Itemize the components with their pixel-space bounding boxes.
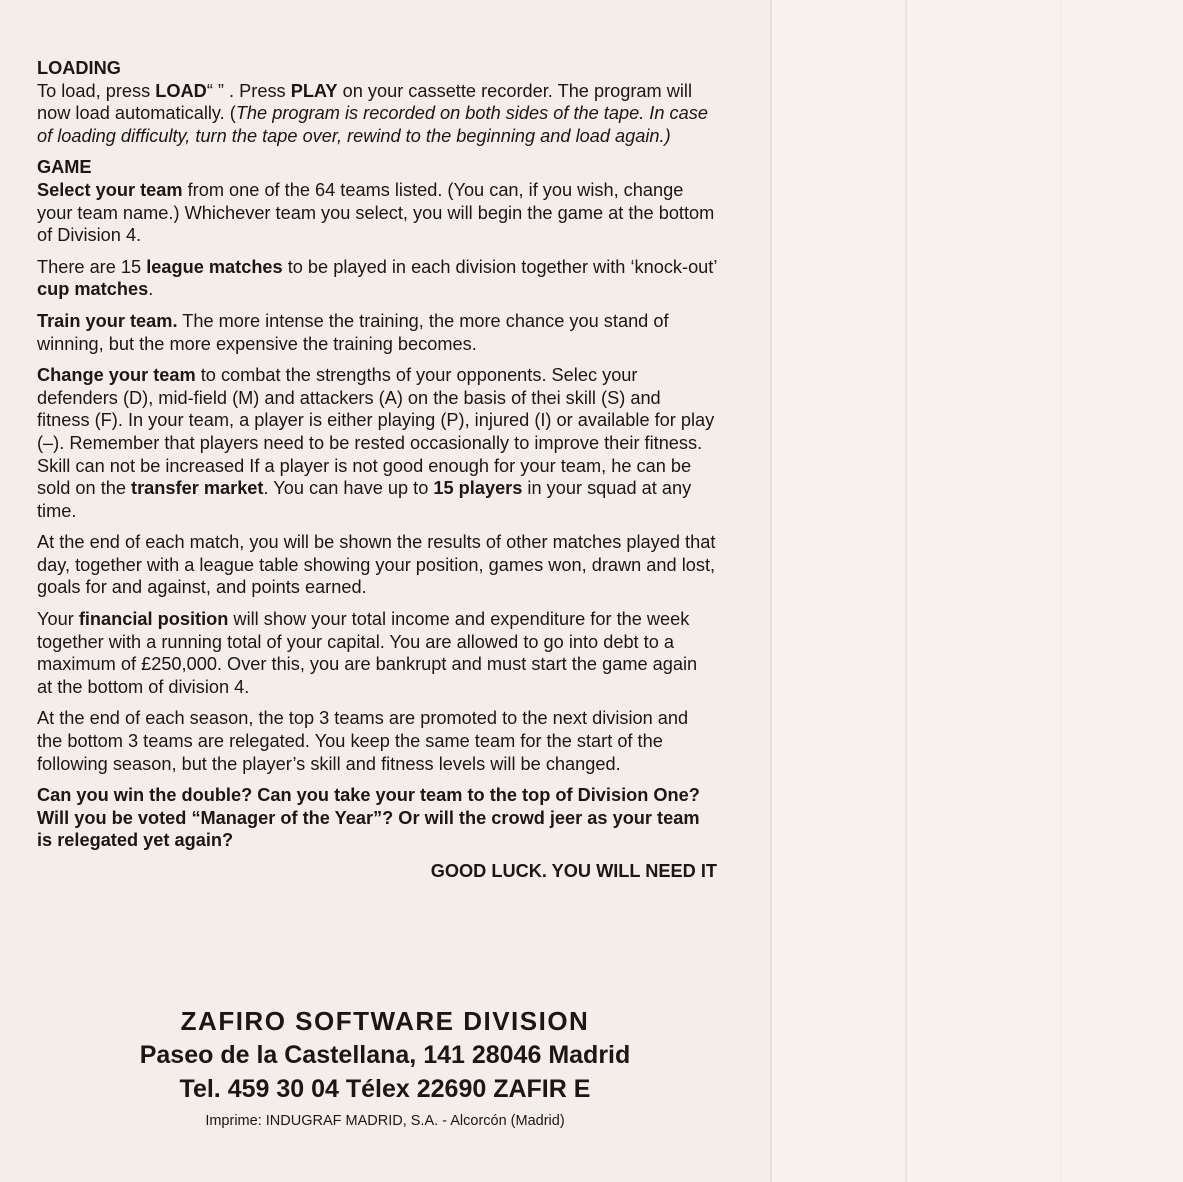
loading-heading: LOADING	[37, 58, 121, 78]
financial-paragraph: Your financial position will show your total income and expenditure for the week together with a running total of your capital. You are allowed to go into debt to a maximum of £250,000. Over this, you are bankrupt and must start the game again at the bottom of division 4.	[37, 609, 698, 697]
season-paragraph: At the end of each season, the top 3 teams are promoted to the next division and the bottom 3 teams are relegated. You keep the same team for the start of the following season, but the player’s skill and fitness levels will be changed.	[37, 708, 689, 774]
instructions-text	[37, 57, 717, 883]
select-team-paragraph: Select your team from one of the 64 teams listed. (You can, if you wish, change your team name.) Whichever team you select, you will begin the game at the bottom of Division 4.	[37, 179, 715, 246]
game-heading: GAME	[37, 157, 92, 178]
printer-credit: Imprime: INDUGRAF MADRID, S.A. - Alcorcón (Madrid)	[205, 1113, 565, 1129]
right-blank-panel	[770, 0, 1183, 1182]
league-matches-paragraph: There are 15 league matches to be played in each division together with ‘knock-out’ cup matches.	[37, 256, 717, 300]
company-phone: Tel. 459 30 04 Télex 22690 ZAFIR E	[179, 1075, 591, 1103]
company-address: Paseo de la Castellana, 141 28046 Madrid	[139, 1041, 631, 1069]
fold-line	[1060, 0, 1061, 1182]
match-results-paragraph: At the end of each match, you will be shown the results of other matches played that day, together with a league table showing your position, games won, drawn and lost, goals for and against, and points earned.	[37, 532, 716, 598]
company-name: ZAFIRO SOFTWARE DIVISION	[180, 1006, 590, 1036]
change-team-paragraph: Change your team to combat the strengths of your opponents. Selec your defenders (D), mid-field (M) and attackers (A) on the basis of thei skill (S) and fitness (F). In your team, a player is either playing (P), injured (I) or available for play (–). Remember that players need to be rested occasionally to improve their fitness. Skill can not be increased If a player is not good enough for your team, he can be sold on the transfer market. You can have up to 15 players in your squad at any time.	[37, 365, 715, 521]
train-team-paragraph: Train your team. The more intense the training, the more chance you stand of winning, but the more expensive the training becomes.	[37, 310, 669, 354]
closing-questions: Can you win the double? Can you take your team to the top of Division One? Will you be voted “Manager of the Year”? Or will the crowd jeer as your team is relegated yet again?	[37, 785, 700, 851]
fold-line	[770, 0, 772, 1182]
fold-line	[905, 0, 907, 1182]
loading-paragraph: To load, press LOAD“ ” . Press PLAY on your cassette recorder. The program will now load automatically. (The program is recorded on both sides of the tape. In case of loading difficulty, turn the tape over, rewind to the beginning and load again.)	[37, 80, 708, 146]
good-luck: GOOD LUCK. YOU WILL NEED IT	[430, 861, 717, 881]
publisher-footer	[40, 1004, 730, 1132]
